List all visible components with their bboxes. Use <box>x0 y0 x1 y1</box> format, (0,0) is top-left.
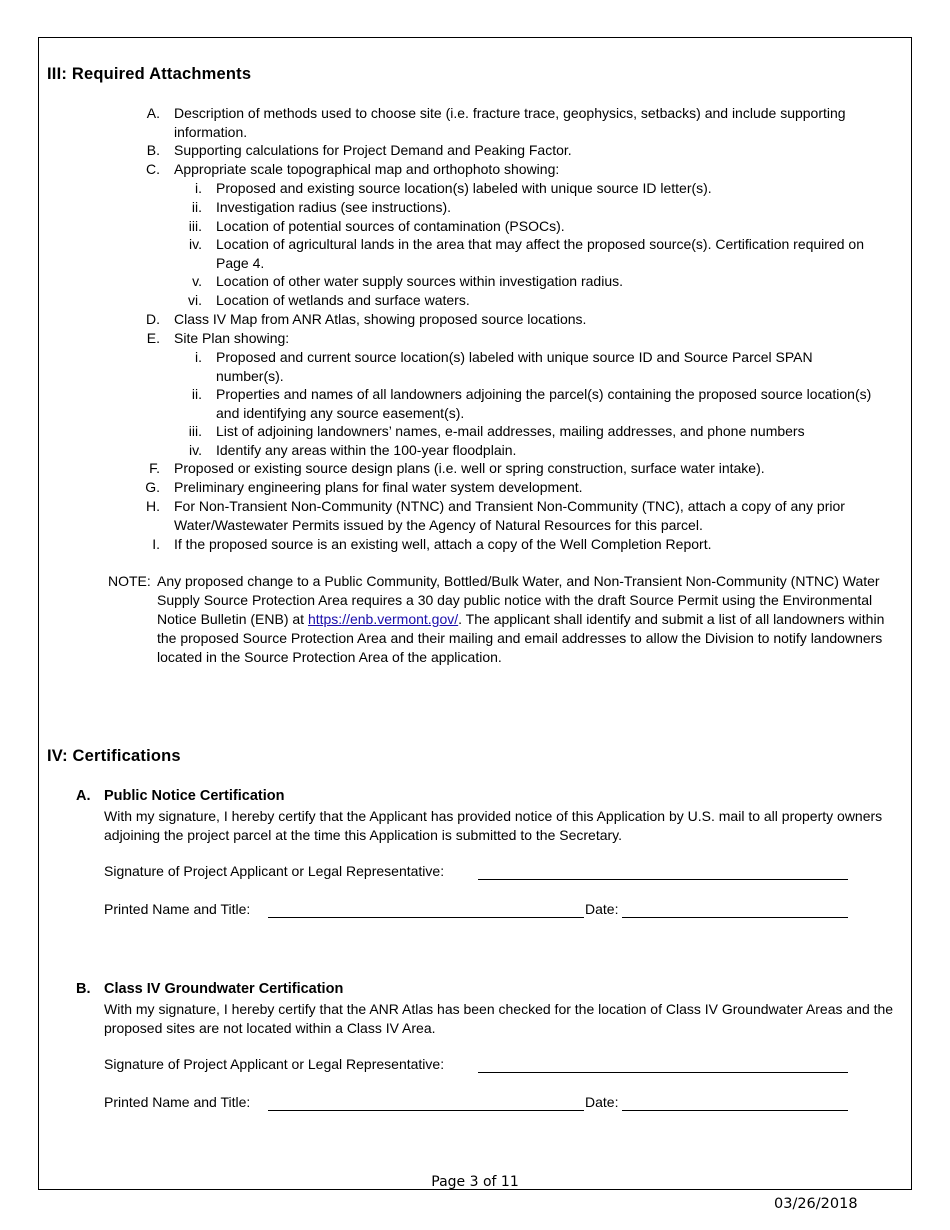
item-e-iv-marker: iv. <box>189 442 202 458</box>
cert-b-name-label: Printed Name and Title: <box>104 1094 251 1110</box>
cert-a-signature-label: Signature of Project Applicant or Legal Representative: <box>104 863 445 879</box>
item-e-iv-text: Identify any areas within the 100-year floodplain. <box>216 442 517 458</box>
item-c-v-text: Location of other water supply sources within investigation radius. <box>216 273 623 289</box>
item-e-i-marker: i. <box>195 349 202 365</box>
cert-a-body: With my signature, I hereby certify that the Applicant has provided notice of this Application by U.S. mail to all property owners adjoining the project parcel at the time this Application is submitted to the Secretary. <box>104 808 883 843</box>
item-c-i-text: Proposed and existing source location(s) labeled with unique source ID letter(s). <box>216 180 712 196</box>
item-c-iv-marker: iv. <box>189 236 202 252</box>
item-e-ii-text: Properties and names of all landowners adjoining the parcel(s) containing the proposed source location(s) and identifying any source easement(s). <box>216 386 872 421</box>
item-e-iii-marker: iii. <box>188 423 202 439</box>
item-g-marker: G. <box>145 479 160 495</box>
item-e-text: Site Plan showing: <box>174 330 290 346</box>
cert-a-date-label: Date: <box>585 901 619 917</box>
note-label: NOTE: <box>108 573 151 589</box>
enb-link[interactable]: https://enb.vermont.gov/ <box>307 610 459 627</box>
cert-b-date-line[interactable] <box>622 1110 848 1111</box>
section-4-title: IV: Certifications <box>47 747 181 765</box>
cert-b-heading: Class IV Groundwater Certification <box>104 981 344 997</box>
item-c-iii-text: Location of potential sources of contamination (PSOCs). <box>216 218 565 234</box>
item-a-text: Description of methods used to choose site (i.e. fracture trace, geophysics, setbacks) and include supporting information. <box>174 105 846 140</box>
item-h-marker: H. <box>146 498 160 514</box>
item-a-marker: A. <box>146 105 160 121</box>
cert-b-body: With my signature, I hereby certify that the ANR Atlas has been checked for the location of Class IV Groundwater Areas and the proposed sites are not located within a Class IV Area. <box>104 1001 894 1036</box>
item-e-iii-text: List of adjoining landowners’ names, e-mail addresses, mailing addresses, and phone numbers <box>216 423 805 439</box>
item-d-text: Class IV Map from ANR Atlas, showing proposed source locations. <box>174 311 587 327</box>
note-text-before: Any proposed change to a Public Community, Bottled/Bulk Water, and Non-Transient Non-Community (NTNC) Water Supply Source Protection Area requires a 30 day public notice with the draft Source Permit using the Environmental Notice Bulletin (ENB) at <box>157 573 880 627</box>
item-b-marker: B. <box>146 142 160 158</box>
cert-b-signature-label: Signature of Project Applicant or Legal Representative: <box>104 1056 445 1072</box>
cert-a-heading: Public Notice Certification <box>104 788 285 804</box>
cert-b-signature-line[interactable] <box>478 1072 848 1073</box>
item-e-marker: E. <box>146 330 160 346</box>
revision-date: 03/26/2018 <box>774 1196 858 1212</box>
note-text <box>157 572 892 667</box>
cert-b-date-label: Date: <box>585 1094 619 1110</box>
item-c-iv-text: Location of agricultural lands in the area that may affect the proposed source(s). Certification required on Page 4. <box>216 236 864 271</box>
cert-a-date-line[interactable] <box>622 917 848 918</box>
item-i-text: If the proposed source is an existing well, attach a copy of the Well Completion Report. <box>174 536 712 552</box>
item-c-vi-marker: vi. <box>188 292 202 308</box>
item-i-marker: I. <box>152 536 160 552</box>
item-c-marker: C. <box>146 161 160 177</box>
item-c-text: Appropriate scale topographical map and orthophoto showing: <box>174 161 560 177</box>
cert-b-name-line[interactable] <box>268 1110 584 1111</box>
item-c-i-marker: i. <box>195 180 202 196</box>
item-h-text: For Non-Transient Non-Community (NTNC) and Transient Non-Community (TNC), attach a copy of any prior Water/Wastewater Permits issued by the Agency of Natural Resources for this parcel. <box>174 498 845 533</box>
item-c-ii-marker: ii. <box>191 199 202 215</box>
section-3-title: III: Required Attachments <box>47 65 252 83</box>
item-c-v-marker: v. <box>192 273 202 289</box>
item-e-i-text: Proposed and current source location(s) labeled with unique source ID and Source Parcel SPAN number(s). <box>216 349 813 384</box>
note-text-after: . The applicant shall identify and submit a list of all landowners within the proposed Source Protection Area and their mailing and email addresses to allow the Division to notify landowners located in the Source Protection Area of the application. <box>157 610 885 665</box>
item-f-text: Proposed or existing source design plans (i.e. well or spring construction, surface water intake). <box>174 460 765 476</box>
cert-a-name-label: Printed Name and Title: <box>104 901 251 917</box>
item-b-text: Supporting calculations for Project Demand and Peaking Factor. <box>174 142 572 158</box>
item-g-text: Preliminary engineering plans for final water system development. <box>174 479 583 495</box>
item-f-marker: F. <box>149 460 160 476</box>
item-c-ii-text: Investigation radius (see instructions). <box>216 199 451 215</box>
cert-b-marker: B. <box>76 981 91 997</box>
cert-a-marker: A. <box>76 788 91 804</box>
item-c-vi-text: Location of wetlands and surface waters. <box>216 292 470 308</box>
cert-a-name-line[interactable] <box>268 917 584 918</box>
item-e-ii-marker: ii. <box>191 386 202 402</box>
cert-a-signature-line[interactable] <box>478 879 848 880</box>
page-number: Page 3 of 11 <box>431 1174 519 1190</box>
item-d-marker: D. <box>146 311 160 327</box>
item-c-iii-marker: iii. <box>188 218 202 234</box>
